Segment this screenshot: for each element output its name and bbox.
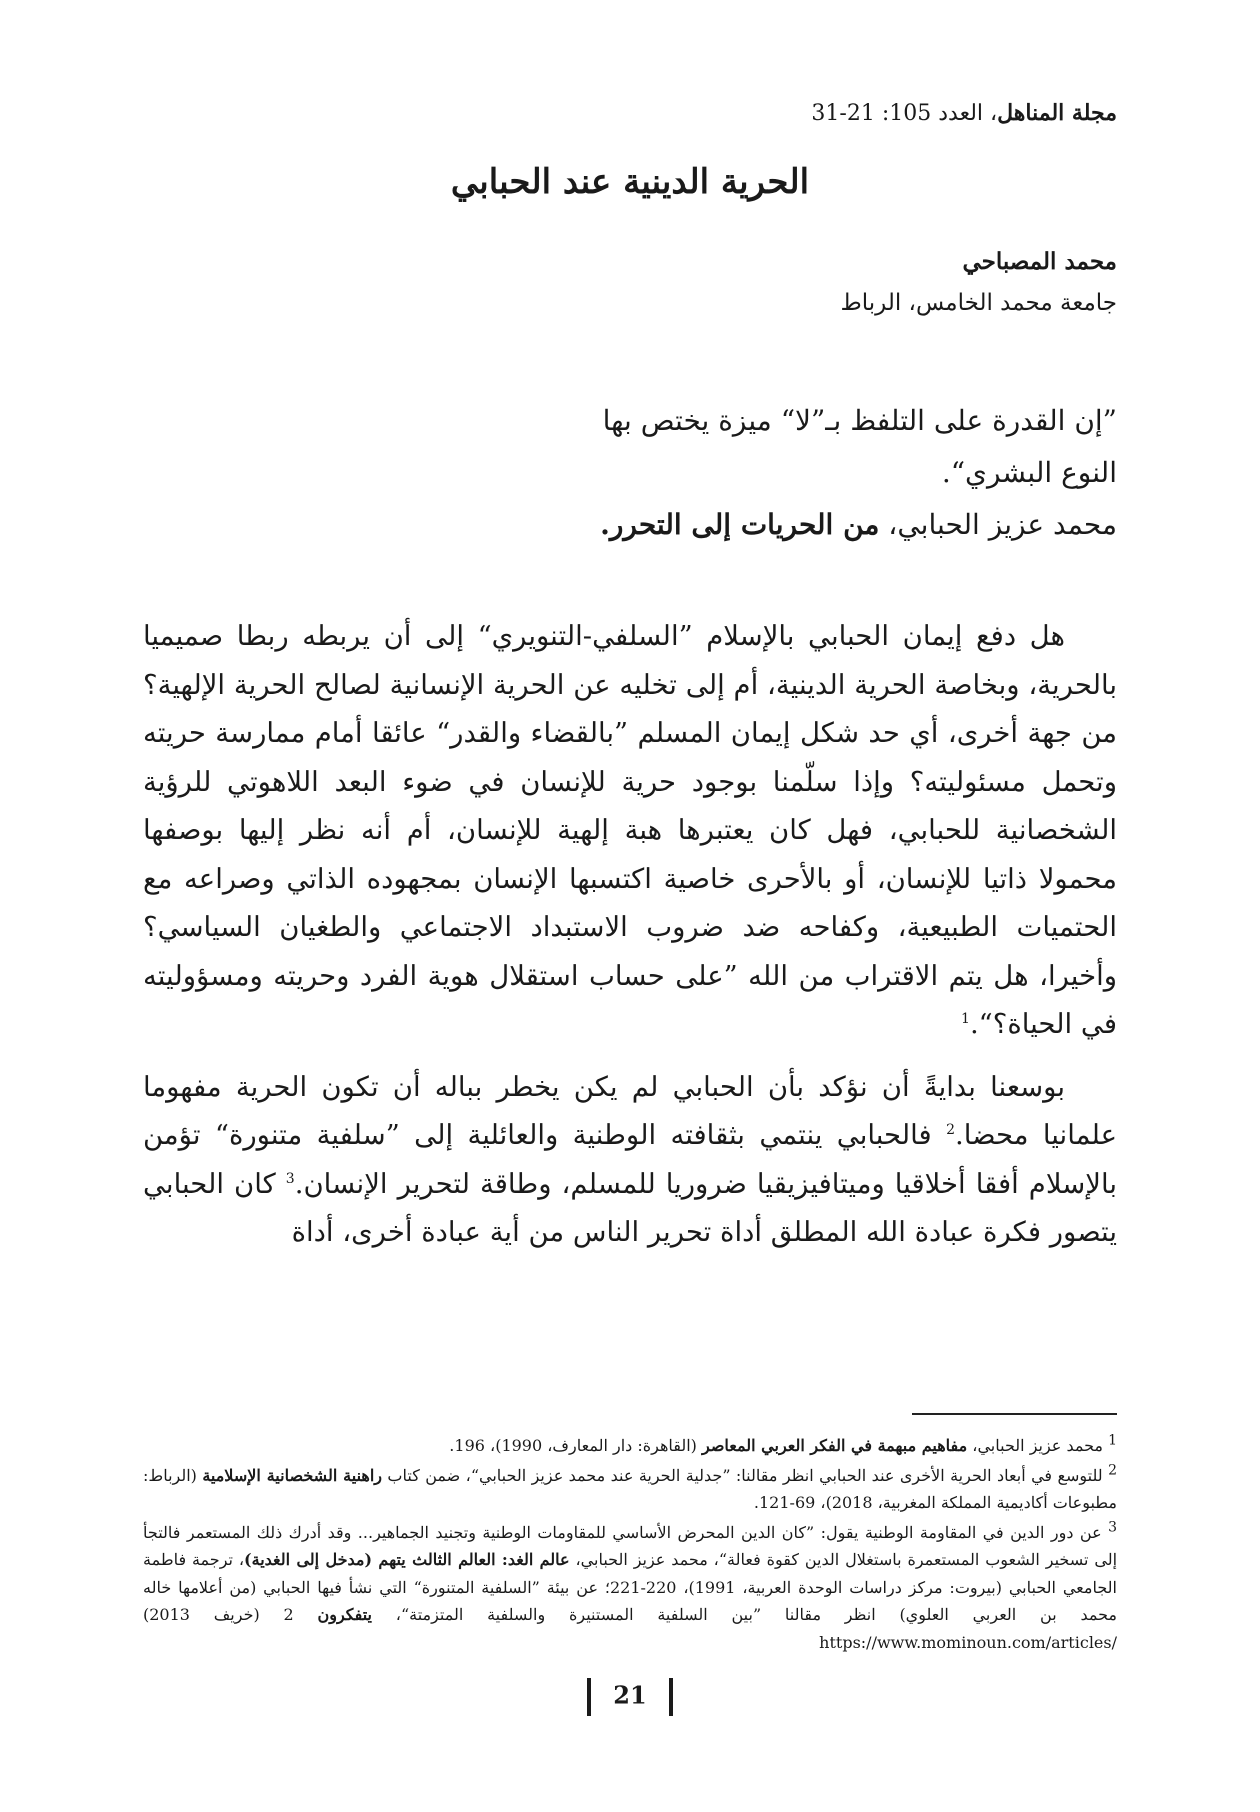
footnote-separator: [912, 1413, 1117, 1415]
page-number-block: [0, 1678, 1260, 1716]
footnote-3-text-c: ، ترجمة فاطمة الجامعي الحبابي (بيروت: مركز دراسات الوحدة العربية، 1991)، 220-221؛ عن بيئة ”السلفية المتنورة“ التي نشأ فيها الحبابي (من أعلامها خاله محمد بن العربي العلوي) انظر مقالنا ”بين السلفية المستنيرة والسلفية المتزمتة“،: [143, 1550, 1117, 1624]
footnote-ref-2[interactable]: 2: [946, 1121, 956, 1138]
footnotes: [143, 1432, 1117, 1656]
epigraph-source: [597, 499, 1117, 551]
footnote-ref-3[interactable]: 3: [285, 1170, 295, 1187]
paragraph-1-text: هل دفع إيمان الحبابي بالإسلام ”السلفي-التنويري“ إلى أن يربطه ربطا صميميا بالحرية، وبخاصة الحرية الدينية، أم إلى تخليه عن الحرية الإنسانية لصالح الحرية الإلهية؟ من جهة أخرى، أي حد شكل إيمان المسلم ”بالقضاء والقدر“ عائقا أمام ممارسة حريته وتحمل مسئوليته؟ وإذا سلّمنا بوجود حرية للإنسان في ضوء البعد اللاهوتي للرؤية الشخصانية للحبابي، فهل كان يعتبرها هبة إلهية للإنسان، أم أنه نظر إليها بوصفها محمولا ذاتيا للإنسان، أو بالأحرى خاصية اكتسبها الإنسان بمجهوده الذاتي وصراعه مع الحتميات الطبيعية، وكفاحه ضد ضروب الاستبداد الاجتماعي والطغيان السياسي؟ وأخيرا، هل يتم الاقتراب من الله ”على حساب استقلال هوية الفرد وحريته ومسؤوليته في الحياة؟“.: [143, 620, 1117, 1040]
epigraph-line-2: النوع البشري“.: [941, 456, 1117, 489]
epigraph-source-author: محمد عزيز الحبابي،: [879, 508, 1117, 541]
footnote-3-url-link[interactable]: https://www.mominoun.com/articles/: [819, 1632, 1117, 1652]
journal-header: [811, 100, 1117, 126]
author-name: محمد المصباحي: [962, 248, 1117, 275]
footnote-ref-1[interactable]: 1: [961, 1010, 970, 1027]
page-number-bar-left: [587, 1678, 591, 1716]
footnote-2-text-c: (الرباط: مطبوعات أكاديمية المملكة المغربية، 2018)، 69-121.: [143, 1465, 1117, 1512]
body-text: [143, 612, 1117, 1257]
epigraph-line-1: ”إن القدرة على التلفظ بـ”لا“ ميزة يختص بها: [602, 404, 1117, 437]
footnote-3-text-e: 2 (خريف 2013): [143, 1605, 318, 1624]
paragraph-2-part-1: بوسعنا بدايةً أن نؤكد بأن الحبابي لم يكن يخطر بباله أن تكون الحرية مفهوما علمانيا محضا.: [143, 1070, 1118, 1151]
footnote-3: [143, 1519, 1117, 1657]
footnote-1-text-a: محمد عزيز الحبابي،: [967, 1436, 1109, 1455]
page-number: 21: [613, 1680, 647, 1710]
article-title: الحرية الدينية عند الحبابي: [450, 162, 810, 202]
epigraph-source-title: من الحريات إلى التحرر.: [600, 508, 880, 541]
footnote-3-text-a: عن دور الدين في المقاومة الوطنية يقول: ”كان الدين المحرض الأساسي للمقاومات الوطنية وتجنيد الجماهير... وقد أدرك ذلك المستعمر فالتجأ إلى تسخير الشعوب المستعمرة باستغلال الدين كقوة فعالة“، محمد عزيز الحبابي،: [143, 1522, 1118, 1569]
author-affiliation: جامعة محمد الخامس، الرباط: [840, 290, 1117, 316]
paragraph-2-part-2: فالحبابي ينتمي بثقافته الوطنية والعائلية إلى ”سلفية متنورة“ تؤمن بالإسلام أفقا أخلاقيا وميتافيزيقيا ضروريا للمسلم، وطاقة لتحرير الإنسان.: [143, 1119, 1117, 1200]
footnote-1-book-title: مفاهيم مبهمة في الفكر العربي المعاصر: [702, 1436, 968, 1455]
epigraph: [597, 395, 1117, 551]
page-number-bar-right: [669, 1678, 673, 1716]
paragraph-2: [143, 1063, 1117, 1257]
footnote-2: [143, 1462, 1117, 1517]
footnote-2-number: 2: [1108, 1462, 1117, 1479]
footnote-3-journal-title: يتفكرون: [317, 1605, 372, 1624]
footnote-3-number: 3: [1108, 1519, 1117, 1536]
footnote-1-text-c: (القاهرة: دار المعارف، 1990)، 196.: [449, 1436, 703, 1455]
journal-name: مجلة المناهل: [997, 100, 1117, 126]
paragraph-2-part-3: كان الحبابي يتصور فكرة عبادة الله المطلق أداة تحرير الناس من أية عبادة أخرى، أداة: [143, 1167, 1117, 1248]
paragraph-1: [143, 612, 1117, 1049]
footnote-1-number: 1: [1108, 1432, 1117, 1449]
footnote-1: [143, 1432, 1117, 1460]
issue-reference: ، العدد 105: 21-31: [811, 101, 998, 126]
footnote-2-text-a: للتوسع في أبعاد الحرية الأخرى عند الحبابي انظر مقالنا: ”جدلية الحرية عند محمد عزيز الحبابي“، ضمن كتاب: [382, 1465, 1109, 1485]
footnote-2-book-title: راهنية الشخصانية الإسلامية: [202, 1465, 383, 1485]
footnote-3-book-title: عالم الغد: العالم الثالث يتهم (مدخل إلى الغدية): [244, 1550, 570, 1569]
